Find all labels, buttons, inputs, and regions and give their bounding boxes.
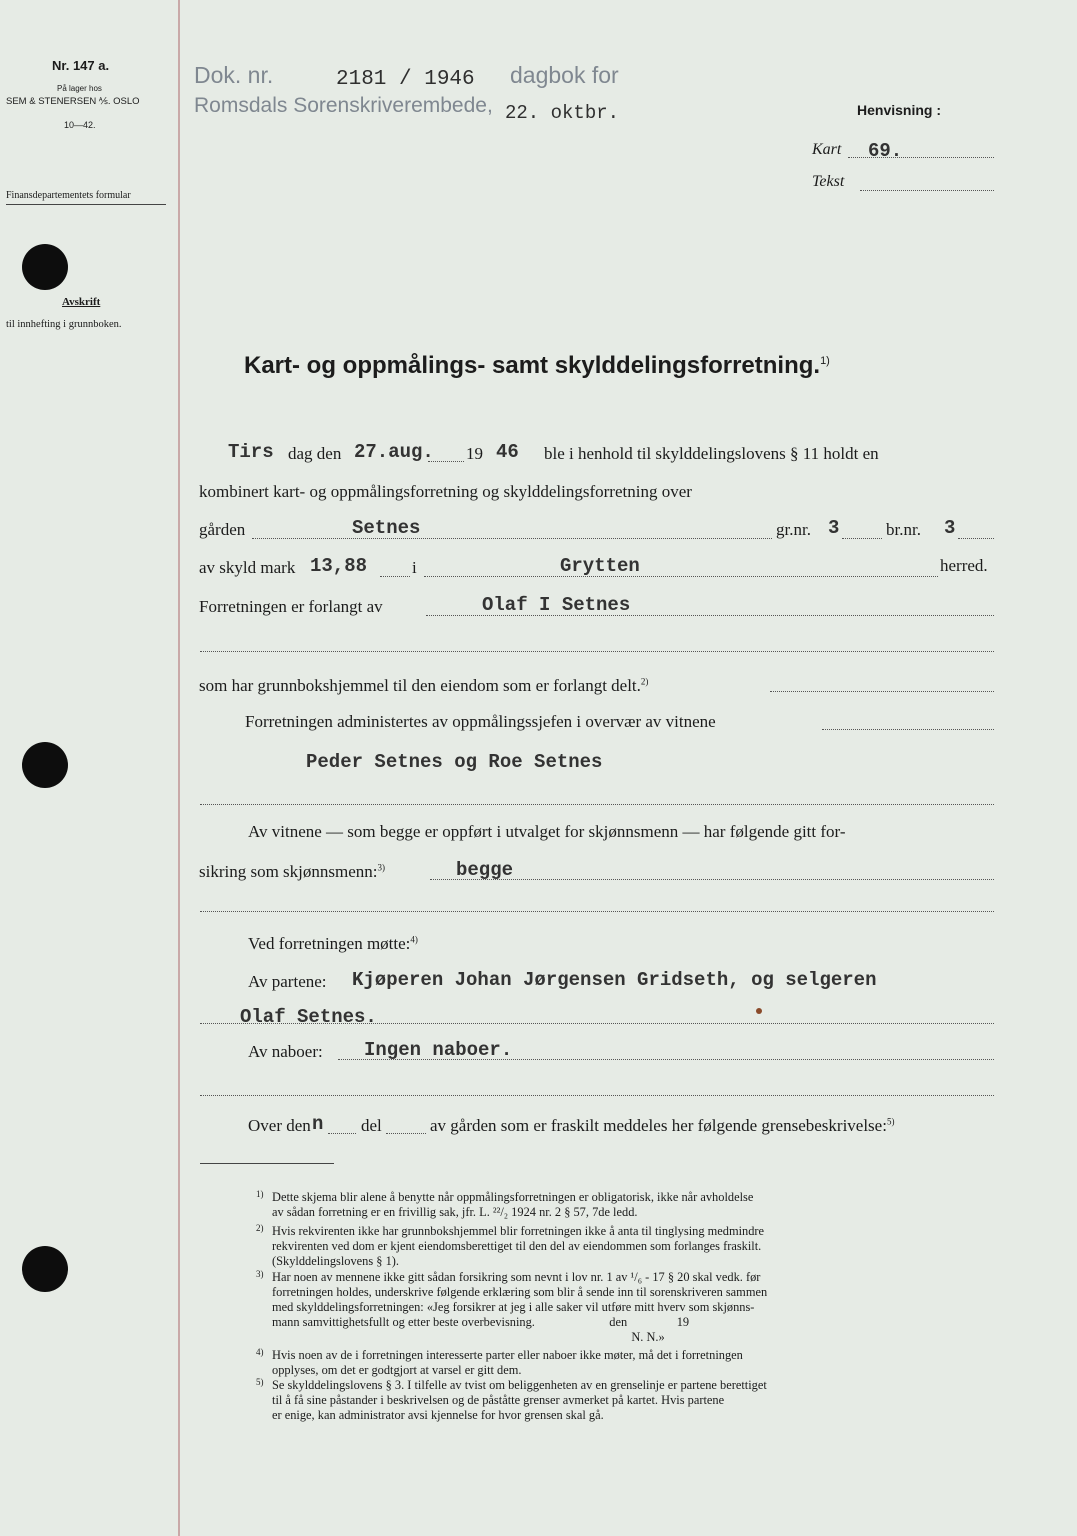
stamp-office: Romsdals Sorenskriverembede, xyxy=(194,94,493,117)
grunnbok-line: som har grunnbokshjemmel til den eiendom som er forlangt delt.$^{2)}$ xyxy=(199,676,649,695)
footnote-line: mann samvittighetsfullt og etter beste overbevisning. den 19 xyxy=(272,1315,690,1329)
admin-line: Forretningen administertes av oppmålingssjefen i overvær av vitnene xyxy=(245,712,716,731)
vitner-line: Av vitnene — som begge er oppført i utvalget for skjønnsmenn — har følgende gitt for- xyxy=(248,822,846,841)
skjonn-value: begge xyxy=(456,859,514,881)
dag-den-label: dag den xyxy=(288,444,342,463)
herred-line xyxy=(424,575,938,577)
form-number: Nr. 147 a. xyxy=(52,58,110,73)
tekst-line xyxy=(860,189,994,191)
footnote-line: Dette skjema blir alene å benytte når oppmålingsforretningen er obligatorisk, ikke når avholdelse xyxy=(272,1190,754,1204)
blank-line xyxy=(200,910,994,912)
publisher-line: På lager hos xyxy=(57,84,102,93)
grnr-value: 3 xyxy=(828,517,840,539)
footnote-line: Hvis noen av de i forretningen interesserte parter eller naboer ikke møter, må det i forretningen xyxy=(272,1348,743,1362)
admin-dots xyxy=(822,728,994,730)
footnote xyxy=(256,1347,743,1378)
footnote-line: er enige, kan administrator avsi kjennelse for hvor grensen skal gå. xyxy=(272,1408,604,1422)
margin-rule xyxy=(178,0,180,1536)
divider xyxy=(6,204,166,205)
footnote-line: (Skylddelingslovens § 1). xyxy=(272,1254,399,1268)
date-value: 27.aug. xyxy=(354,441,434,463)
skyld-value: 13,88 xyxy=(310,555,368,577)
partene-value: Olaf Setnes. xyxy=(240,1006,377,1028)
naboer-line xyxy=(338,1058,994,1060)
brnr-value: 3 xyxy=(944,517,956,539)
kart-label: Kart xyxy=(812,141,842,158)
vitner-value: Peder Setnes og Roe Setnes xyxy=(306,751,603,773)
day-value: Tirs xyxy=(228,441,274,463)
naboer-value: Ingen naboer. xyxy=(364,1039,513,1061)
punch-hole xyxy=(22,1246,68,1292)
tekst-label: Tekst xyxy=(812,173,845,190)
line2-text: kombinert kart- og oppmålingsforretning og skylddelingsforretning over xyxy=(199,482,692,501)
stamp-date: 22. oktbr. xyxy=(505,102,620,124)
footnote-line: av sådan forretning er en frivillig sak, jfr. L. ²²/₂ 1924 nr. 2 § 57, 7de ledd. xyxy=(272,1205,638,1219)
over-den-label: Over den xyxy=(248,1116,311,1135)
avskrift-note: til innhefting i grunnboken. xyxy=(6,319,122,330)
skjonn-line xyxy=(430,878,994,880)
formular-label: Finansdepartementets formular xyxy=(6,190,131,201)
herred-value: Grytten xyxy=(560,555,640,577)
footnote-line: rekvirenten ved dom er kjent eiendomsberettiget til den del av eiendommen som forlanges fraskilt. xyxy=(272,1239,762,1253)
garden-line xyxy=(252,537,772,539)
stamp-dok-value: 2181 / 1946 xyxy=(336,68,475,91)
punch-hole xyxy=(22,742,68,788)
blank-line xyxy=(200,650,994,652)
footnote-number: 1) xyxy=(256,1189,264,1199)
date-line xyxy=(428,460,464,462)
footnote-line: Se skylddelingslovens § 3. I tilfelle av tvist om beliggenheten av en grenselinje er partene berettiget xyxy=(272,1378,767,1392)
footnote xyxy=(256,1189,754,1220)
footnote-line: N. N.» xyxy=(272,1330,665,1344)
avskrift-label: Avskrift xyxy=(62,296,101,308)
brnr-label: br.nr. xyxy=(886,520,921,539)
footnote-line: opplyses, om det er godtgjort at varsel er gitt dem. xyxy=(272,1363,522,1377)
page-title: Kart- og oppmålings- samt skylddelingsforretning.$^{1)}$ xyxy=(244,352,830,379)
year-value: 46 xyxy=(496,441,519,463)
footnote-number: 5) xyxy=(256,1377,264,1387)
footnote xyxy=(256,1377,767,1423)
brnr-line xyxy=(958,537,994,539)
year-prefix: 19 xyxy=(466,444,483,463)
skyld-line xyxy=(380,575,410,577)
footnote-number: 2) xyxy=(256,1223,264,1233)
footnote-line: forretningen holdes, underskrive følgende erklæring som blir å sende inn til sorenskriveren sammen xyxy=(272,1285,768,1299)
partene-label: Av partene: xyxy=(248,972,327,991)
kart-value: 69. xyxy=(868,140,903,162)
henvisning-label: Henvisning : xyxy=(857,102,942,118)
ink-dot xyxy=(756,1008,762,1014)
footnote xyxy=(256,1269,768,1345)
footnote-line: med skylddelingsforretningen: «Jeg forsikrer at jeg i alle saker vil utføre mitt hverv som skjønns- xyxy=(272,1300,755,1314)
publisher-name: SEM & STENERSEN ⅍. OSLO xyxy=(6,96,140,107)
herred-label: herred. xyxy=(940,556,988,575)
footnote-line: Har noen av mennene ikke gitt sådan forsikring som nevnt i lov nr. 1 av ¹/₆ - 17 § 20 skal vedk. før xyxy=(272,1270,761,1284)
motte-line: Ved forretningen møtte:$^{4)}$ xyxy=(248,934,418,953)
blank-line xyxy=(200,1094,994,1096)
partene-line xyxy=(200,1022,994,1024)
del-line xyxy=(386,1132,426,1134)
grnr-line xyxy=(842,537,882,539)
forlangt-label: Forretningen er forlangt av xyxy=(199,597,383,616)
garden-value: Setnes xyxy=(352,517,421,539)
over-text: av gården som er fraskilt meddeles her følgende grensebeskrivelse:$^{5)}$ xyxy=(430,1116,895,1135)
punch-hole xyxy=(22,244,68,290)
footnote-separator xyxy=(200,1163,334,1164)
publisher-date: 10—42. xyxy=(64,120,96,130)
grunnbok-dots xyxy=(770,690,994,692)
stamp-dagbok: dagbok for xyxy=(510,62,619,88)
footnote xyxy=(256,1223,765,1269)
blank-line xyxy=(200,803,994,805)
footnote-line: til å få sine påstander i beskrivelsen og de påståtte grenser avmerket på kartet. Hvis partene xyxy=(272,1393,725,1407)
stamp-dok-label: Dok. nr. xyxy=(194,62,274,88)
footnote-number: 3) xyxy=(256,1269,264,1279)
i-label: i xyxy=(412,558,417,577)
over-den-value: n xyxy=(312,1113,324,1135)
grnr-label: gr.nr. xyxy=(776,520,811,539)
line1-text: ble i henhold til skylddelingslovens § 11 holdt en xyxy=(544,444,879,463)
over-den-line xyxy=(328,1132,356,1134)
skyld-label: av skyld mark xyxy=(199,558,296,577)
naboer-label: Av naboer: xyxy=(248,1042,323,1061)
partene-value: Kjøperen Johan Jørgensen Gridseth, og selgeren xyxy=(352,969,877,991)
vitner-line: sikring som skjønnsmenn:$^{3)}$ xyxy=(199,862,386,881)
footnote-line: Hvis rekvirenten ikke har grunnbokshjemmel blir forretningen ikke å anta til tinglysing medmindre xyxy=(272,1224,765,1238)
footnote-number: 4) xyxy=(256,1347,264,1357)
forlangt-value: Olaf I Setnes xyxy=(482,594,631,616)
del-label: del xyxy=(361,1116,382,1135)
garden-label: gården xyxy=(199,520,246,539)
